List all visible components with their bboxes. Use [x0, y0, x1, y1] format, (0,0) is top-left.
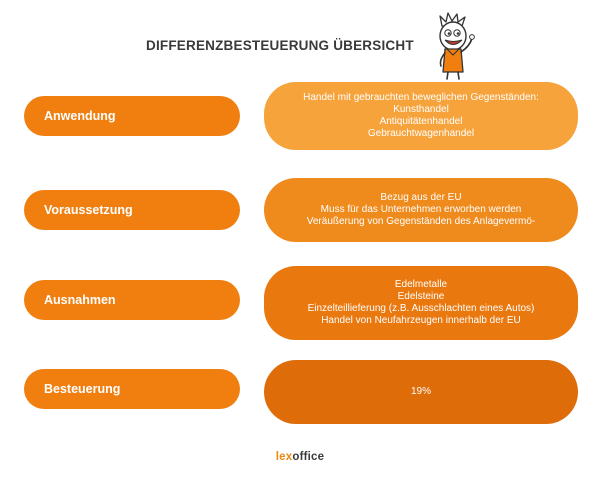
logo-part-lex: lex [275, 451, 293, 463]
content-line: Muss für das Unternehmen erworben werden [320, 204, 522, 215]
row-label-text: Anwendung [44, 109, 116, 123]
content-line: Edelmetalle [394, 279, 448, 290]
row-label-voraussetzung [24, 190, 240, 230]
row-label-text: Besteuerung [44, 382, 121, 396]
content-line: Veräußerung von Gegenständen des Anlagevermö- [306, 216, 536, 227]
content-line: Antiquitätenhandel [379, 116, 463, 127]
row-content-ausnahmen [264, 266, 578, 340]
content-line: 19% [410, 386, 431, 397]
logo-part-office: office [292, 451, 325, 463]
row-label-ausnahmen [24, 280, 240, 320]
row-label-anwendung [24, 96, 240, 136]
row-content-voraussetzung [264, 178, 578, 242]
row-label-text: Voraussetzung [44, 203, 133, 217]
content-line: Einzelteillieferung (z.B. Ausschlachten eines Autos) [307, 303, 535, 314]
row-label-besteuerung [24, 369, 240, 409]
row-label-text: Ausnahmen [44, 293, 116, 307]
row-content-besteuerung [264, 360, 578, 424]
lexoffice-logo [0, 451, 600, 463]
content-line: Handel mit gebrauchten beweglichen Gegenständen: [303, 92, 539, 103]
row-content-anwendung [264, 82, 578, 150]
content-line: Edelsteine [397, 291, 445, 302]
content-line: Bezug aus der EU [380, 192, 462, 203]
content-line: Gebrauchtwagenhandel [367, 128, 475, 139]
cartoon-character-icon [432, 12, 478, 80]
content-line: Kunsthandel [393, 104, 449, 115]
page-title: DIFFERENZBESTEUERUNG ÜBERSICHT [146, 38, 414, 53]
content-line: Handel von Neufahrzeugen innerhalb der EU [321, 315, 521, 326]
